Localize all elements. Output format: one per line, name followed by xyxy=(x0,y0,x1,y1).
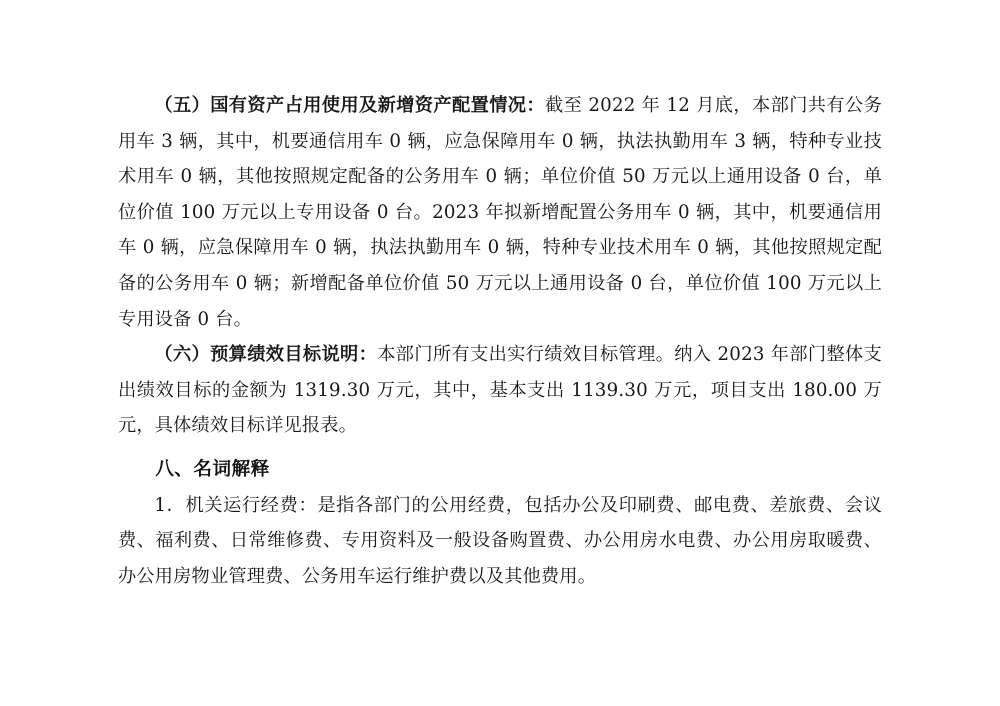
paragraph-state-assets-text: 截至 2022 年 12 月底，本部门共有公务用车 3 辆，其中，机要通信用车 0 辆，应急保障用车 0 辆，执法执勤用车 3 辆，特种专业技术用车 0 辆，其他按照规定配备的公务用车 0 辆；单位价值 50 万元以上通用设备 0 台，单位价值 100 万元以上专用设备 0 台。2023 年拟新增配置公务用车 0 辆，其中，机要通信用车 0 辆，应急保障用车 0 辆，执法执勤用车 0 辆，特种专业技术用车 0 辆，其他按照规定配备的公务用车 0 辆；新增配备单位价值 50 万元以上通用设备 0 台，单位价值 100 万元以上专用设备 0 台。 xyxy=(118,95,882,330)
glossary-item-1: 1．机关运行经费：是指各部门的公用经费，包括办公及印刷费、邮电费、差旅费、会议费、福利费、日常维修费、专用资料及一般设备购置费、办公用房水电费、办公用房取暖费、办公用房物业管理费、公务用车运行维护费以及其他费用。 xyxy=(118,494,882,587)
document-body xyxy=(118,88,882,594)
paragraph-state-assets-lead: （五）国有资产占用使用及新增资产配置情况： xyxy=(154,95,545,116)
section-heading-glossary: 八、名词解释 xyxy=(155,458,270,480)
paragraph-performance-target-lead: （六）预算绩效目标说明： xyxy=(154,344,378,366)
paragraph-performance-target xyxy=(118,337,882,444)
paragraph-performance-target-text: 本部门所有支出实行绩效目标管理。纳入 2023 年部门整体支出绩效目标的金额为 1319.30 万元，其中，基本支出 1139.30 万元，项目支出 180.00 万元，具体绩效目标详见报表。 xyxy=(118,344,882,437)
paragraph-state-assets xyxy=(118,88,882,337)
